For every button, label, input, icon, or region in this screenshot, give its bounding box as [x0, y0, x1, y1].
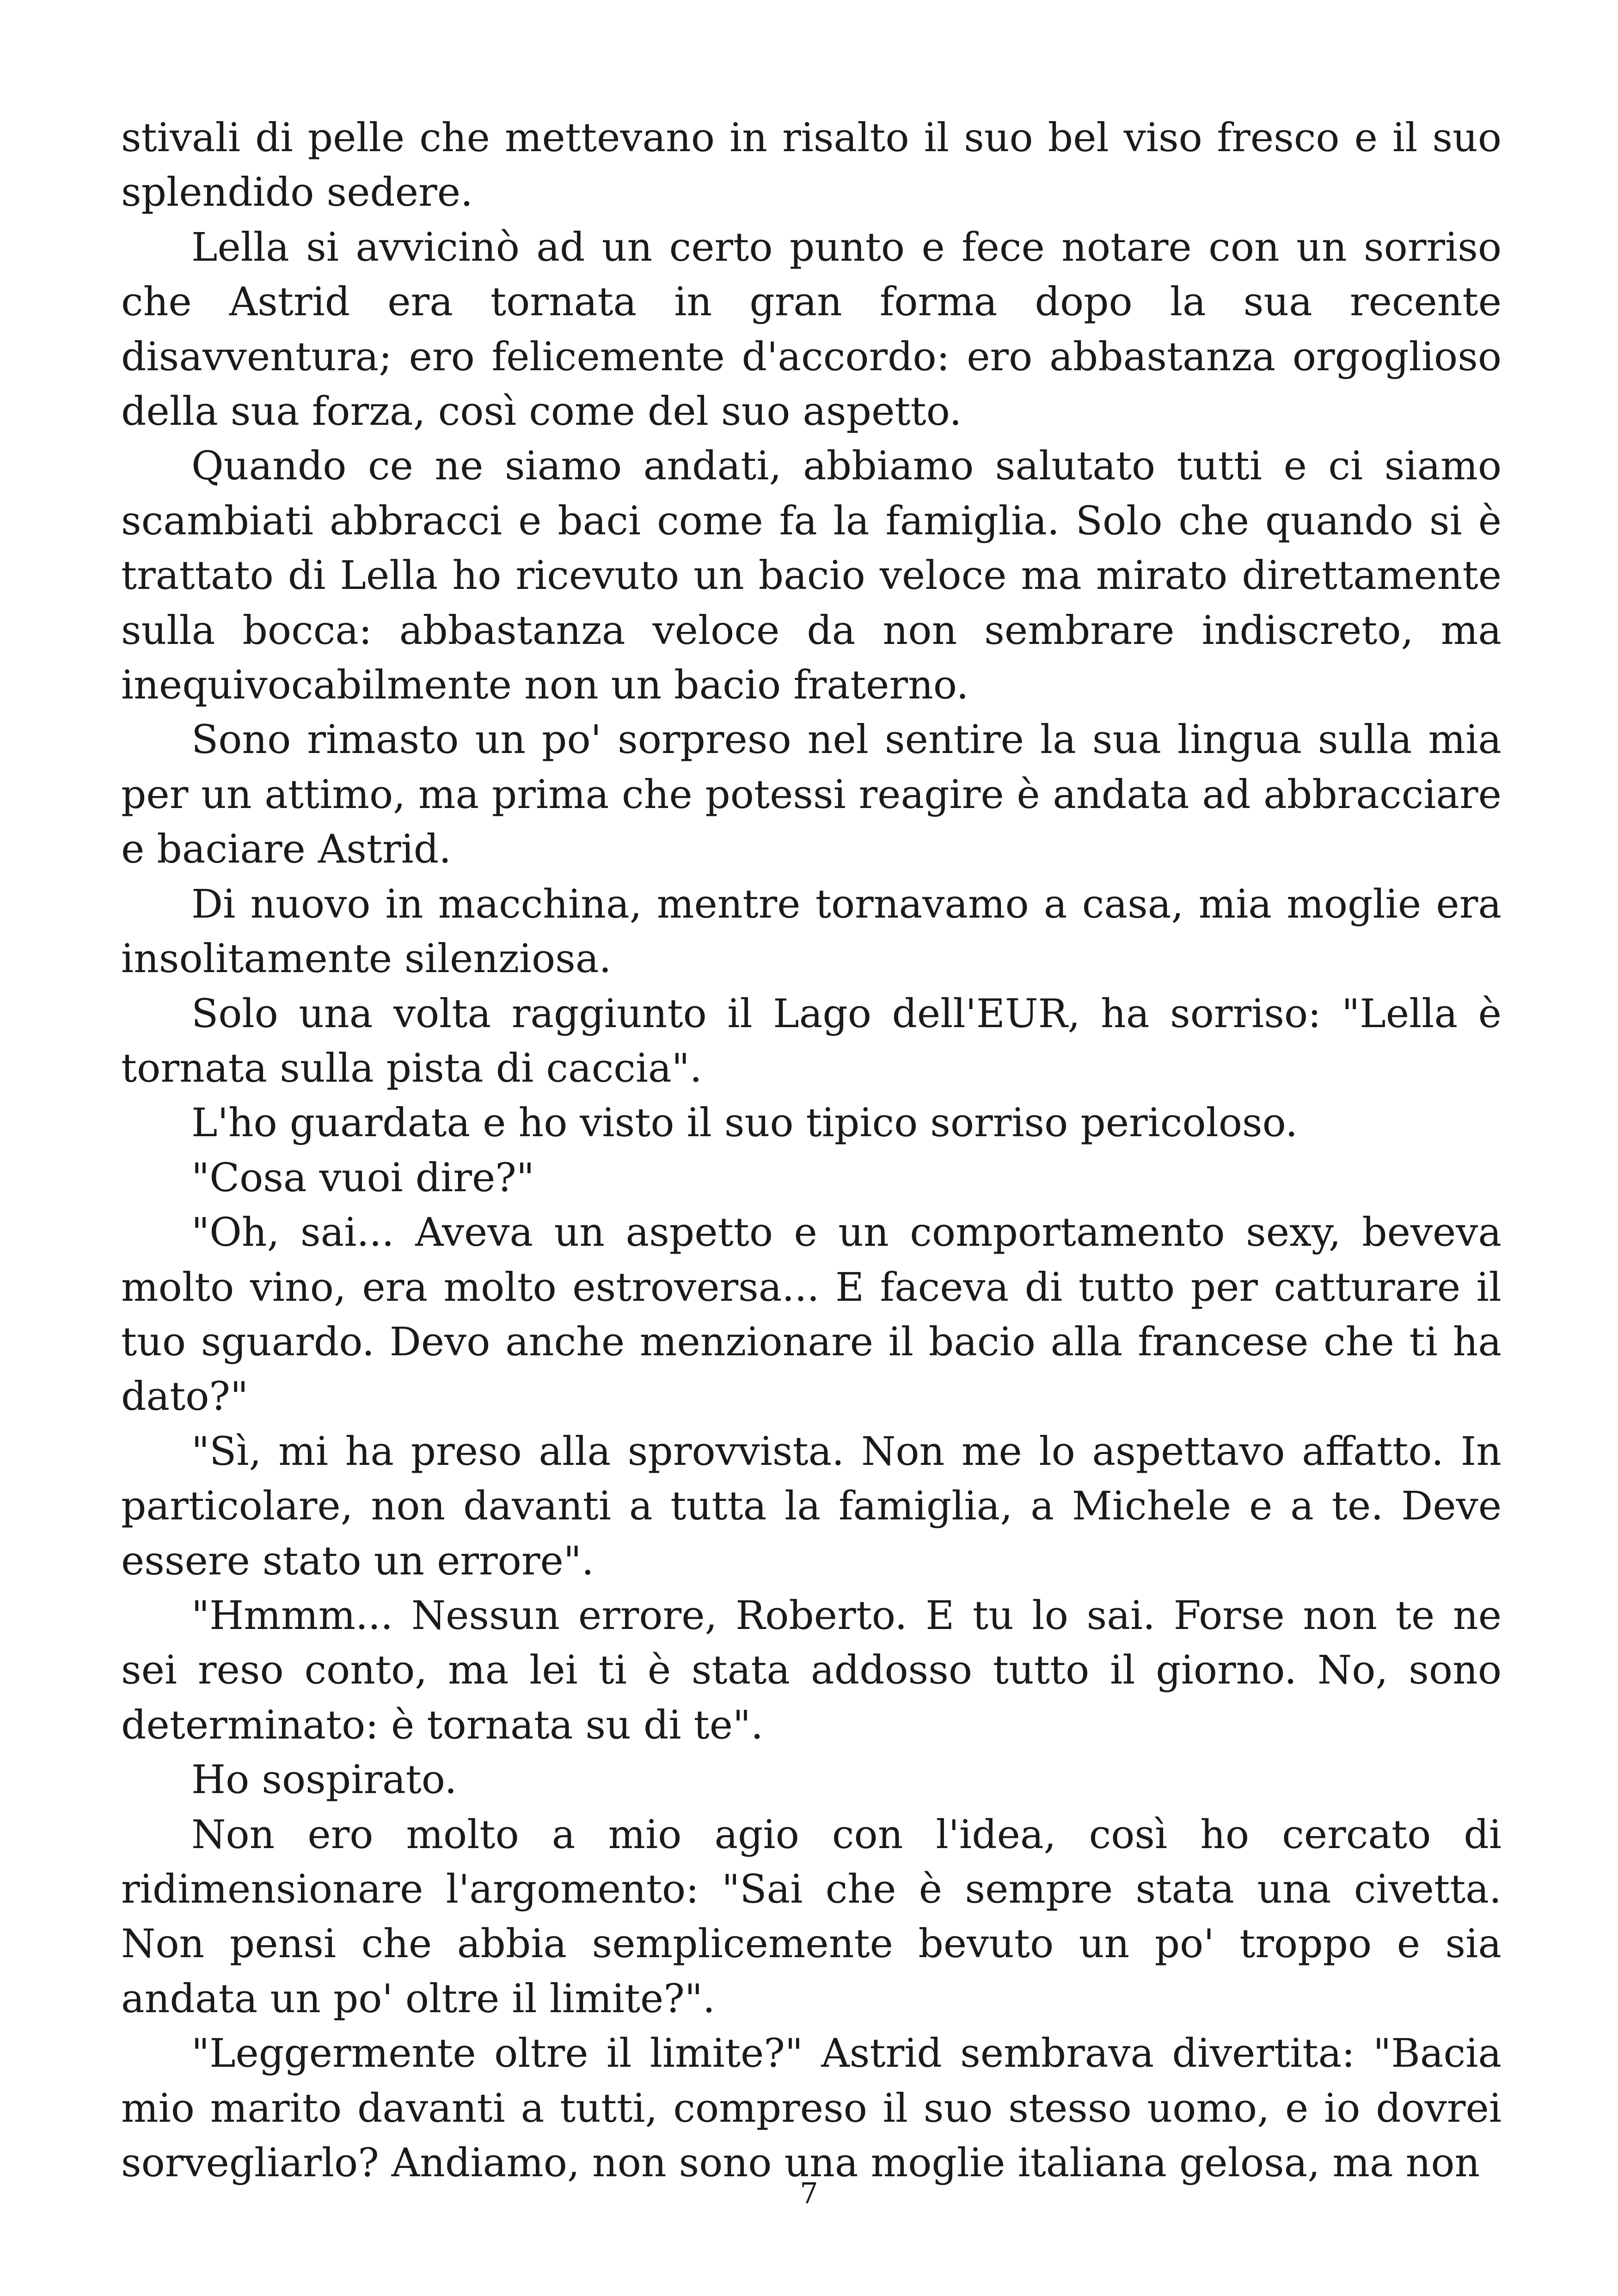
- paragraph-12: Ho sospirato.: [191, 1757, 457, 1803]
- page-body: [121, 111, 1502, 2186]
- paragraph-2: Lella si avvicinò ad un certo punto e fece notare con un sorriso che Astrid era tornata in gran forma dopo la sua recente disavventura; ero felicemente d'accordo: ero abbastanza orgoglioso della sua forza, così come del suo aspetto.: [121, 224, 1502, 435]
- paragraph-1: stivali di pelle che mettevano in risalto il suo bel viso fresco e il suo splendido sedere.: [121, 115, 1502, 216]
- paragraph-3: Quando ce ne siamo andati, abbiamo salutato tutti e ci siamo scambiati abbracci e baci come fa la famiglia. Solo che quando si è trattato di Lella ho ricevuto un bacio veloce ma mirato direttamente sulla bocca: abbastanza veloce da non sembrare indiscreto, ma inequivocabilmente non un bacio fraterno.: [121, 443, 1502, 709]
- paragraph-7: L'ho guardata e ho visto il suo tipico sorriso pericoloso.: [191, 1100, 1298, 1146]
- paragraph-11: "Hmmm... Nessun errore, Roberto. E tu lo sai. Forse non te ne sei reso conto, ma lei ti è stata addosso tutto il giorno. No, sono determinato: è tornata su di te".: [121, 1592, 1502, 1748]
- paragraph-14: "Leggermente oltre il limite?" Astrid sembrava divertita: "Bacia mio marito davanti a tutti, compreso il suo stesso uomo, e io dovrei sorvegliarlo? Andiamo, non sono una moglie italiana gelosa, ma non: [121, 2031, 1502, 2186]
- paragraph-10: "Sì, mi ha preso alla sprovvista. Non me lo aspettavo affatto. In particolare, non davanti a tutta la famiglia, a Michele e a te. Deve essere stato un errore".: [121, 1428, 1502, 1584]
- paragraph-5: Di nuovo in macchina, mentre tornavamo a casa, mia moglie era insolitamente silenziosa.: [121, 881, 1502, 982]
- page-number: 7: [800, 2176, 818, 2210]
- paragraph-9: "Oh, sai... Aveva un aspetto e un comportamento sexy, beveva molto vino, era molto estroversa... E faceva di tutto per catturare il tuo sguardo. Devo anche menzionare il bacio alla francese che ti ha dato?": [121, 1210, 1502, 1420]
- paragraph-4: Sono rimasto un po' sorpreso nel sentire la sua lingua sulla mia per un attimo, ma prima che potessi reagire è andata ad abbracciare e baciare Astrid.: [121, 717, 1502, 873]
- paragraph-8: "Cosa vuoi dire?": [191, 1155, 534, 1201]
- paragraph-6: Solo una volta raggiunto il Lago dell'EUR, ha sorriso: "Lella è tornata sulla pista di caccia".: [121, 991, 1502, 1091]
- paragraph-13: Non ero molto a mio agio con l'idea, così ho cercato di ridimensionare l'argomento: "Sai che è sempre stata una civetta. Non pensi che abbia semplicemente bevuto un po' troppo e sia andata un po' oltre il limite?".: [121, 1812, 1502, 2022]
